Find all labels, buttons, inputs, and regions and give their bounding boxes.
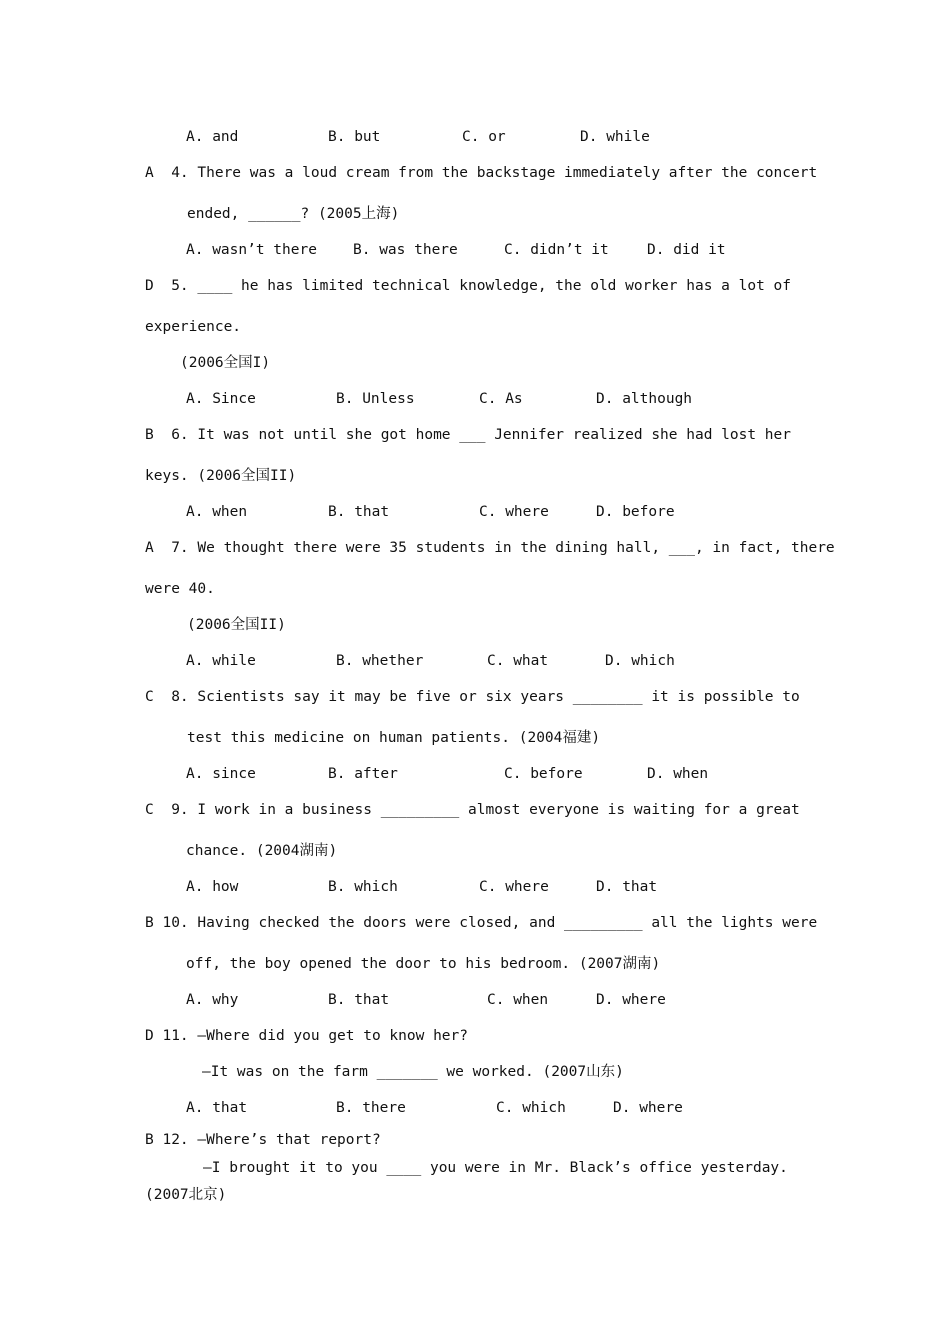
q11-option-b: B. there xyxy=(336,1100,406,1116)
q6-option-b: B. that xyxy=(328,504,390,520)
q7-stem-line1: A 7. We thought there were 35 students in the dining hall, ___, in fact, there xyxy=(145,540,835,556)
q11-option-a: A. that xyxy=(186,1100,248,1116)
q12-source: (2007北京) xyxy=(145,1187,227,1203)
q10-option-b: B. that xyxy=(328,992,390,1008)
q3-option-a: A. and xyxy=(186,129,239,145)
q8-option-c: C. before xyxy=(504,766,583,782)
q8-option-d: D. when xyxy=(647,766,709,782)
q7-option-a: A. while xyxy=(186,653,256,669)
q9-option-a: A. how xyxy=(186,879,239,895)
q9-option-d: D. that xyxy=(596,879,658,895)
q4-option-c: C. didn’t it xyxy=(504,242,609,258)
q3-option-b: B. but xyxy=(328,129,381,145)
q11-stem-line1: D 11. —Where did you get to know her? xyxy=(145,1028,469,1044)
q5-stem-line1: D 5. ____ he has limited technical knowledge, the old worker has a lot of xyxy=(145,278,792,294)
q8-option-a: A. since xyxy=(186,766,256,782)
q3-option-c: C. or xyxy=(462,129,506,145)
q5-option-b: B. Unless xyxy=(336,391,415,407)
q11-stem-line2: —It was on the farm _______ we worked. (2007山东) xyxy=(202,1064,624,1080)
q10-stem-line1: B 10. Having checked the doors were closed, and _________ all the lights were xyxy=(145,915,818,931)
q10-stem-line2: off, the boy opened the door to his bedroom. (2007湖南) xyxy=(186,956,661,972)
q5-stem-line2: experience. xyxy=(145,319,242,335)
q6-option-c: C. where xyxy=(479,504,549,520)
q12-stem-line1: B 12. —Where’s that report? xyxy=(145,1132,381,1148)
q7-option-d: D. which xyxy=(605,653,675,669)
q7-source: (2006全国II) xyxy=(187,617,286,633)
q7-option-c: C. what xyxy=(487,653,549,669)
q3-option-d: D. while xyxy=(580,129,650,145)
q6-stem-line2: keys. (2006全国II) xyxy=(145,468,297,484)
q11-option-c: C. which xyxy=(496,1100,566,1116)
q4-stem-line1: A 4. There was a loud cream from the backstage immediately after the concert xyxy=(145,165,818,181)
q4-option-b: B. was there xyxy=(353,242,458,258)
q5-option-c: C. As xyxy=(479,391,523,407)
q5-option-a: A. Since xyxy=(186,391,256,407)
q9-stem-line1: C 9. I work in a business _________ almost everyone is waiting for a great xyxy=(145,802,800,818)
q7-stem-line2: were 40. xyxy=(145,581,215,597)
q8-stem-line2: test this medicine on human patients. (2004福建) xyxy=(187,730,601,746)
q4-option-a: A. wasn’t there xyxy=(186,242,317,258)
q12-stem-line2: —I brought it to you ____ you were in Mr. Black’s office yesterday. xyxy=(203,1160,788,1176)
q9-option-b: B. which xyxy=(328,879,398,895)
q8-stem-line1: C 8. Scientists say it may be five or six years ________ it is possible to xyxy=(145,689,800,705)
q5-source: (2006全国I) xyxy=(180,355,271,371)
q10-option-d: D. where xyxy=(596,992,666,1008)
q6-option-a: A. when xyxy=(186,504,248,520)
q4-option-d: D. did it xyxy=(647,242,726,258)
q7-option-b: B. whether xyxy=(336,653,424,669)
q9-option-c: C. where xyxy=(479,879,549,895)
q6-stem-line1: B 6. It was not until she got home ___ Jennifer realized she had lost her xyxy=(145,427,792,443)
q10-option-c: C. when xyxy=(487,992,549,1008)
q11-option-d: D. where xyxy=(613,1100,683,1116)
q10-option-a: A. why xyxy=(186,992,239,1008)
q8-option-b: B. after xyxy=(328,766,398,782)
q6-option-d: D. before xyxy=(596,504,675,520)
q5-option-d: D. although xyxy=(596,391,693,407)
q9-stem-line2: chance. (2004湖南) xyxy=(186,843,338,859)
q4-stem-line2: ended, ______? (2005上海) xyxy=(187,206,400,222)
